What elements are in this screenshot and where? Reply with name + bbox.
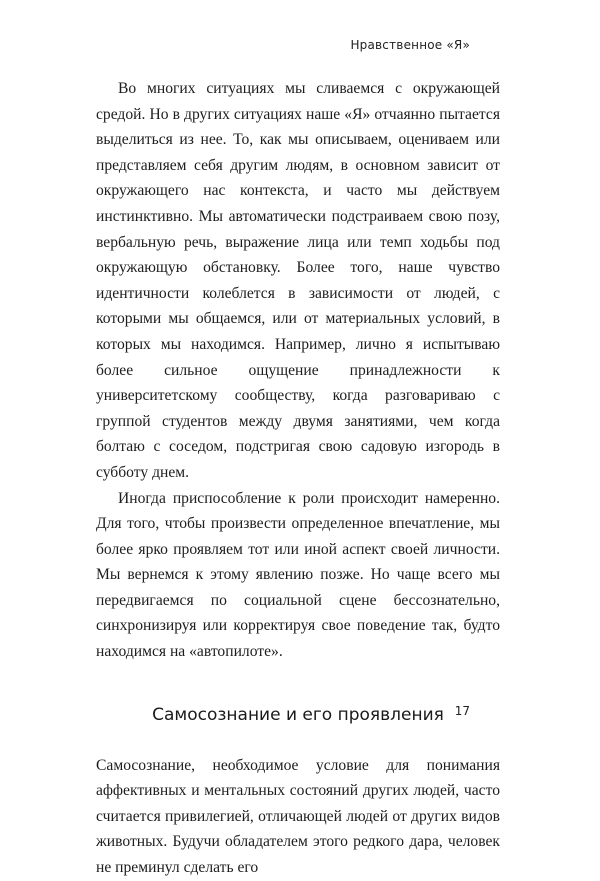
- page-body: [96, 76, 500, 881]
- page-number: 17: [454, 704, 470, 718]
- section-heading: Самосознание и его проявления: [152, 704, 444, 725]
- paragraph-2: Иногда приспособление к роли происходит намеренно. Для того, чтобы произвести определенное впечатление, мы более ярко проявляем тот или иной аспект своей личности. Мы вернемся к этому явлению позже. Но чаще всего мы передвигаемся по социальной сцене бессознательно, синхронизируя или корректируя свое поведение так, будто находимся на «автопилоте».: [96, 489, 500, 661]
- running-header: Нравственное «Я»: [350, 38, 470, 52]
- paragraph-3: Самосознание, необходимое условие для понимания аффективных и ментальных состояний других людей, часто считается привилегией, отличающей людей от других видов животных. Будучи обладателем этого редкого дара, человек не преминул сделать его: [96, 756, 500, 877]
- paragraph-1: Во многих ситуациях мы сливаемся с окружающей средой. Но в других ситуациях наше «Я» отчаянно пытается выделиться из нее. То, как мы описываем, оцениваем или представляем себя другим людям, в основном зависит от окружающего нас контекста, и часто мы действуем инстинктивно. Мы автоматически подстраиваем свою позу, вербальную речь, выражение лица или темп ходьбы под окружающую обстановку. Более того, наше чувство идентичности колеблется в зависимости от людей, с которыми мы общаемся, или от материальных условий, в которых мы находимся. Например, лично я испытываю более сильное ощущение принадлежности к университетскому сообществу, когда разговариваю с группой студентов между двумя занятиями, чем когда болтаю с соседом, подстригая свою садовую изгородь в субботу днем.: [96, 80, 500, 481]
